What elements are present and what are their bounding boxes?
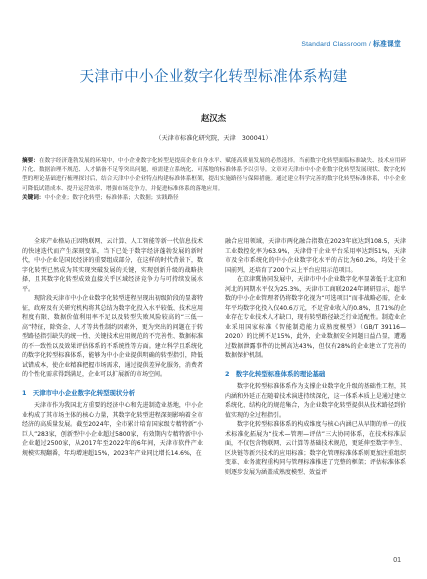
- abstract-block: [22, 157, 406, 203]
- header-chinese: 标准课堂: [373, 41, 401, 48]
- abstract-body: [22, 157, 406, 194]
- paragraph: 在京津冀协同发展中，天津市中小企业数字化率显著低于北京和河北的同期水平仅为25.3%，天津市工商联2024年调研显示，超半数的中小企业管理者仍将数字化视为“可选项目”而非战略必需，企业年平均数字化投入仅40.6万元，不足营业收入的0.8%，且71%的企业存在专业技术人才缺口，现有转型路径缺乏行业适配性。制造业企业采用国家标准《智能制造能力成熟度模型》（GB/T 39116—2020）的比例不足15%，此外，企业数据安全问题日益凸显，遭遇过数据泄露事件的比例高达43%，但仅有28%的企业建立了完善的数据保护机制。: [225, 276, 406, 359]
- paragraph: 数字化转型标准体系的构成维度与核心内涵已从早期的单一的技术标准化拓展为“技术—管理—评估”三大协同体系，在技术标准层面，不仅包含物联网、云计算等基础技术规范，更延伸至数字孪生、区块链等新兴技术的应用标准；数字化管理标准体系则更加注重组织变革、业务流程重构同与管理标准推进了完整的框架；评估标准体系则逐步发展为涵盖成熟度模型、效益评: [225, 421, 406, 476]
- paragraph: 融合应用领域，天津市两化融合指数在2023年底达到108.5，天津工业数控化率为63.9%，天津骨干企业平台采用率达到51%，天津市及全市系统化的中小企业数字化水平的占比为60.2%，均处于全国前列，还培育了200个云上平台应用示范项目。: [225, 238, 406, 274]
- paragraph: 数字化转型标准体系作为支撑企业数字化升级的基础性工程，其内涵和外延正在随着技术演进持续深化，这一体系本质上是通过建立系统化、结构化的规范集合，为企业数字化转型提供从技术路径到价值实现的全过程指引。: [225, 383, 406, 419]
- right-column: [225, 237, 406, 477]
- left-column: [22, 237, 203, 458]
- keywords-label: 关键词：: [22, 194, 45, 201]
- abstract-text: 在数字经济蓬勃发展的环境中，中小企业数字化转型是提高企业自身水平、赋能高质量发展的必然选择。当前数字化转型面临标准缺失、技术应用碎片化、数据治理不规范、人才储备不足等突出问题，亟需建立系统化、可落地的标准体系予以引导。文章对天津市中小企业数字化转型发展现状、数字化转型的理论基础进行梳理探讨后，结合天津中小企业特点构建标准体系框架，提出实施路径与保障措施。通过建立科学完善的数字化转型标准体系，中小企业可降低试错成本、提升运营效率、增强市场竞争力，并促进标准体系的落地应用。: [22, 158, 406, 192]
- section-header: [301, 38, 401, 48]
- paragraph: 全球产业格局正因物联网、云计算、人工智能等新一代信息技术的快速迭代而产生深刻变革，当下已处于数字经济蓬勃发展的新时代，中小企业是国民经济的重要组成部分，在这样的时代背景下，数字化转型已然成为其实现突破发展的关键，实现创新升级的战略抉择，且其数字化转型成效直接关乎区域经济竞争力与可持续发展水平。: [22, 238, 203, 293]
- section-heading-1: 1 天津市中小企业数字化转型现状分析: [22, 388, 136, 397]
- keywords-text: 中小企业；数字化转型；标准体系；大数据；实践路径: [44, 194, 179, 201]
- abstract-label: 摘要：: [22, 158, 39, 164]
- keywords: [22, 194, 406, 203]
- paragraph: 现阶段天津市中小企业数字化转型进程呈现出初级阶段的显著特征，政府及有关研究机构将其总结为数字化投入水平较低、技术应用程度有限、数据价值利用率不足以及转型失败风险较高的“三低一高”特征，除资金、人才等共性制约因素外，更为突出的问题在于转型路径指引缺失的统一性、关键技术应用规范的不完善性、数据标准的不一致性以及效果评估体系的不系统性等方面。建立科学且系统化的数字化转型标准体系，能够为中小企业提供明确的转型指引，降低试错成本，使企业精准把握市场需求，通过提供差异化服务，消费者的个性化需求得到满足，企业可以扩展新的市场空间。: [22, 295, 203, 378]
- spacer: [22, 380, 203, 386]
- article-title: 天津市中小企业数字化转型标准体系构建: [79, 68, 348, 85]
- spacer: [225, 361, 406, 367]
- header-english: Standard Classroom: [301, 41, 367, 48]
- author-name: 赵汉杰: [200, 113, 227, 123]
- header-separator: /: [368, 41, 371, 48]
- paragraph: 天津市作为我国北方重要的经济中心和先进制造业基地，中小企业构成了其市场主体的核心力量，其数字化转型进程深刻影响着全市经济的高质量发展。截至2024年，全市累计培育国家级专精特新“小巨人”283家，创新型中小企业超过5800家，有效期内专精特新中小企业超过2500家，从2017年至2022年的6年间，天津市软件产业规模实现翻番，年均增速超15%，2023年产业同比增长14.6%，在: [22, 402, 203, 457]
- author-affiliation: （天津市标准化研究院，天津 300041）: [155, 135, 272, 142]
- section-heading-2: 2 数字化转型标准体系的理论基础: [225, 369, 326, 378]
- page-number: 01: [393, 557, 401, 564]
